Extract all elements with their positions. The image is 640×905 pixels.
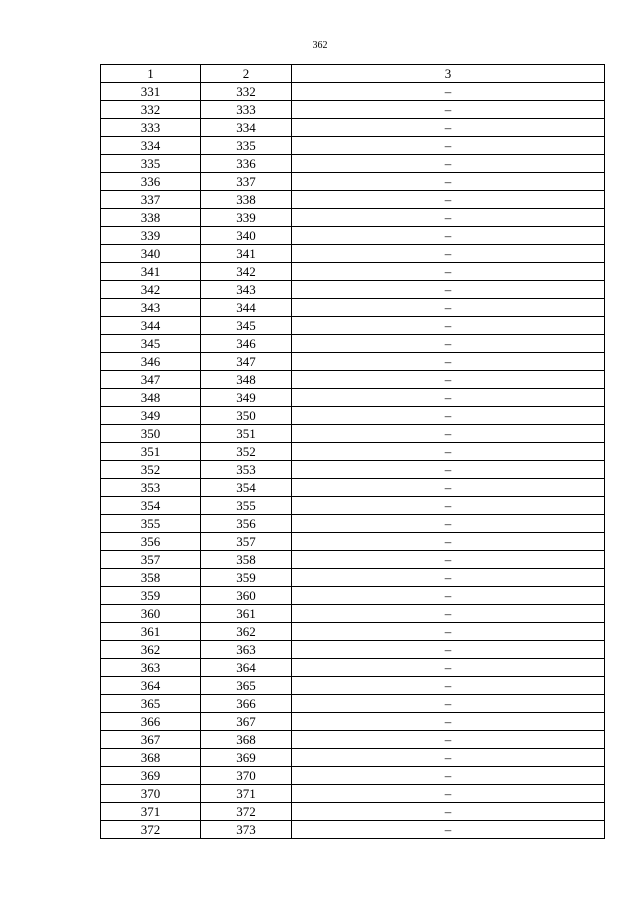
table-row <box>101 335 605 353</box>
table-row <box>101 263 605 281</box>
table-cell-col1: 358 <box>101 569 201 587</box>
table-cell-col1: 364 <box>101 677 201 695</box>
table-cell-col2: 366 <box>201 695 292 713</box>
table-cell-col2: 344 <box>201 299 292 317</box>
table-cell-col2: 352 <box>201 443 292 461</box>
table-cell-col2: 348 <box>201 371 292 389</box>
table-cell-col1: 367 <box>101 731 201 749</box>
table-cell-col2: 350 <box>201 407 292 425</box>
table-cell-col2: 355 <box>201 497 292 515</box>
table-cell-col2: 334 <box>201 119 292 137</box>
table-cell-col1: 354 <box>101 497 201 515</box>
table-cell-col3: – <box>292 677 605 695</box>
table-row <box>101 479 605 497</box>
table-row <box>101 713 605 731</box>
table-cell-col3: – <box>292 479 605 497</box>
table-cell-col2: 361 <box>201 605 292 623</box>
table-cell-col3: – <box>292 515 605 533</box>
table-cell-col3: – <box>292 767 605 785</box>
table-cell-col2: 343 <box>201 281 292 299</box>
table-cell-col3: – <box>292 731 605 749</box>
table-cell-col1: 347 <box>101 371 201 389</box>
table-cell-col1: 357 <box>101 551 201 569</box>
table-cell-col3: – <box>292 587 605 605</box>
column-header-2: 2 <box>201 65 292 83</box>
table-cell-col3: – <box>292 407 605 425</box>
table-cell-col2: 356 <box>201 515 292 533</box>
table-row <box>101 299 605 317</box>
table-row <box>101 209 605 227</box>
table-cell-col1: 340 <box>101 245 201 263</box>
table-cell-col3: – <box>292 497 605 515</box>
table-row <box>101 353 605 371</box>
table-cell-col2: 360 <box>201 587 292 605</box>
table-cell-col2: 340 <box>201 227 292 245</box>
table-cell-col2: 358 <box>201 551 292 569</box>
table-cell-col3: – <box>292 569 605 587</box>
table-cell-col2: 332 <box>201 83 292 101</box>
table-cell-col1: 334 <box>101 137 201 155</box>
table-cell-col1: 372 <box>101 821 201 839</box>
table-cell-col3: – <box>292 443 605 461</box>
table-cell-col1: 356 <box>101 533 201 551</box>
table-row <box>101 425 605 443</box>
table-cell-col3: – <box>292 263 605 281</box>
table-cell-col1: 371 <box>101 803 201 821</box>
table-cell-col2: 341 <box>201 245 292 263</box>
table-cell-col1: 353 <box>101 479 201 497</box>
table-cell-col1: 370 <box>101 785 201 803</box>
table-cell-col2: 372 <box>201 803 292 821</box>
table-cell-col3: – <box>292 713 605 731</box>
table-cell-col3: – <box>292 785 605 803</box>
table-cell-col2: 369 <box>201 749 292 767</box>
table-cell-col1: 369 <box>101 767 201 785</box>
table-row <box>101 821 605 839</box>
table-cell-col2: 368 <box>201 731 292 749</box>
table-cell-col3: – <box>292 533 605 551</box>
table-cell-col3: – <box>292 119 605 137</box>
table-cell-col3: – <box>292 695 605 713</box>
table-cell-col3: – <box>292 821 605 839</box>
table-cell-col2: 339 <box>201 209 292 227</box>
table-row <box>101 443 605 461</box>
table-cell-col2: 336 <box>201 155 292 173</box>
table-cell-col1: 361 <box>101 623 201 641</box>
table-row <box>101 623 605 641</box>
table-cell-col1: 349 <box>101 407 201 425</box>
table-cell-col3: – <box>292 137 605 155</box>
table-cell-col1: 352 <box>101 461 201 479</box>
table-cell-col1: 335 <box>101 155 201 173</box>
table-cell-col2: 357 <box>201 533 292 551</box>
table-cell-col2: 367 <box>201 713 292 731</box>
table-cell-col2: 365 <box>201 677 292 695</box>
table-cell-col2: 371 <box>201 785 292 803</box>
table-cell-col3: – <box>292 371 605 389</box>
table-cell-col3: – <box>292 101 605 119</box>
table-row <box>101 551 605 569</box>
table-cell-col2: 353 <box>201 461 292 479</box>
table-cell-col1: 351 <box>101 443 201 461</box>
table-row <box>101 803 605 821</box>
table-row <box>101 173 605 191</box>
table-cell-col2: 338 <box>201 191 292 209</box>
table-cell-col3: – <box>292 227 605 245</box>
table-cell-col2: 342 <box>201 263 292 281</box>
table-cell-col1: 337 <box>101 191 201 209</box>
table-cell-col3: – <box>292 335 605 353</box>
table-cell-col1: 350 <box>101 425 201 443</box>
table-cell-col2: 347 <box>201 353 292 371</box>
table-cell-col2: 351 <box>201 425 292 443</box>
table-cell-col3: – <box>292 299 605 317</box>
table-cell-col2: 363 <box>201 641 292 659</box>
table-cell-col2: 337 <box>201 173 292 191</box>
table-cell-col2: 354 <box>201 479 292 497</box>
table-cell-col2: 362 <box>201 623 292 641</box>
table-row <box>101 407 605 425</box>
table-cell-col3: – <box>292 155 605 173</box>
table-row <box>101 83 605 101</box>
table-row <box>101 731 605 749</box>
table-cell-col1: 338 <box>101 209 201 227</box>
table-row <box>101 569 605 587</box>
table-cell-col1: 362 <box>101 641 201 659</box>
table-cell-col3: – <box>292 641 605 659</box>
data-table <box>100 64 605 839</box>
table-cell-col3: – <box>292 425 605 443</box>
table-cell-col2: 335 <box>201 137 292 155</box>
table-row <box>101 227 605 245</box>
table-row <box>101 281 605 299</box>
table-cell-col2: 359 <box>201 569 292 587</box>
table-cell-col1: 365 <box>101 695 201 713</box>
table-cell-col1: 346 <box>101 353 201 371</box>
table-cell-col1: 368 <box>101 749 201 767</box>
table-header-row <box>101 65 605 83</box>
table-cell-col3: – <box>292 209 605 227</box>
table-cell-col1: 331 <box>101 83 201 101</box>
table-cell-col1: 341 <box>101 263 201 281</box>
column-header-1: 1 <box>101 65 201 83</box>
table-cell-col1: 348 <box>101 389 201 407</box>
table-cell-col2: 364 <box>201 659 292 677</box>
table-cell-col1: 359 <box>101 587 201 605</box>
table-cell-col1: 355 <box>101 515 201 533</box>
table-row <box>101 245 605 263</box>
table-cell-col2: 349 <box>201 389 292 407</box>
table-cell-col3: – <box>292 551 605 569</box>
table-cell-col3: – <box>292 623 605 641</box>
table-row <box>101 605 605 623</box>
table-cell-col1: 363 <box>101 659 201 677</box>
table-row <box>101 371 605 389</box>
table-cell-col1: 336 <box>101 173 201 191</box>
table-cell-col3: – <box>292 281 605 299</box>
table-cell-col3: – <box>292 83 605 101</box>
table-row <box>101 659 605 677</box>
table-cell-col1: 366 <box>101 713 201 731</box>
table-cell-col2: 345 <box>201 317 292 335</box>
table-cell-col3: – <box>292 605 605 623</box>
table-row <box>101 389 605 407</box>
table-cell-col3: – <box>292 389 605 407</box>
table-cell-col3: – <box>292 659 605 677</box>
table-cell-col3: – <box>292 353 605 371</box>
table-row <box>101 515 605 533</box>
table-cell-col1: 360 <box>101 605 201 623</box>
table-cell-col1: 344 <box>101 317 201 335</box>
table-row <box>101 101 605 119</box>
page-number: 362 <box>312 40 328 51</box>
table-row <box>101 767 605 785</box>
table-row <box>101 461 605 479</box>
column-header-3: 3 <box>292 65 605 83</box>
table-cell-col2: 333 <box>201 101 292 119</box>
table-cell-col1: 345 <box>101 335 201 353</box>
table-cell-col3: – <box>292 245 605 263</box>
table-cell-col3: – <box>292 191 605 209</box>
table-cell-col2: 370 <box>201 767 292 785</box>
table-row <box>101 533 605 551</box>
table-cell-col1: 342 <box>101 281 201 299</box>
table-row <box>101 137 605 155</box>
table-cell-col1: 339 <box>101 227 201 245</box>
table-cell-col3: – <box>292 461 605 479</box>
table-row <box>101 587 605 605</box>
table-cell-col1: 333 <box>101 119 201 137</box>
table-cell-col1: 332 <box>101 101 201 119</box>
table-cell-col3: – <box>292 173 605 191</box>
table-cell-col3: – <box>292 317 605 335</box>
table-row <box>101 677 605 695</box>
table-cell-col3: – <box>292 803 605 821</box>
table-row <box>101 119 605 137</box>
table-body <box>101 83 605 839</box>
table-cell-col2: 373 <box>201 821 292 839</box>
table-row <box>101 785 605 803</box>
table-row <box>101 317 605 335</box>
table-row <box>101 191 605 209</box>
table-row <box>101 695 605 713</box>
table-cell-col3: – <box>292 749 605 767</box>
table-row <box>101 155 605 173</box>
table-row <box>101 749 605 767</box>
table-cell-col1: 343 <box>101 299 201 317</box>
table-cell-col2: 346 <box>201 335 292 353</box>
table-row <box>101 641 605 659</box>
table-row <box>101 497 605 515</box>
